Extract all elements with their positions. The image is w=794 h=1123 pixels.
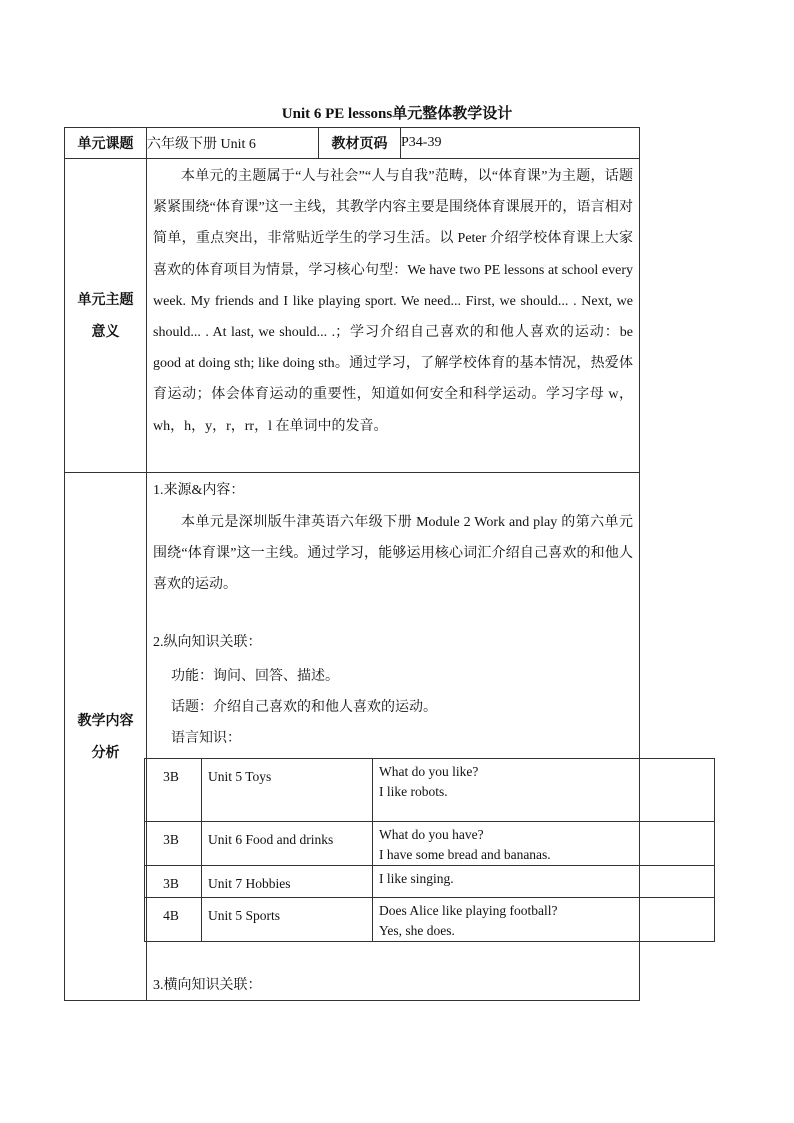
page-label: 教材页码 bbox=[319, 128, 401, 159]
sentence-cell bbox=[373, 822, 640, 866]
sentence-cell bbox=[373, 898, 640, 942]
topic-label: 单元课题 bbox=[65, 128, 147, 159]
analysis-label-line1: 教学内容 bbox=[77, 712, 134, 729]
grade-cell: 3B bbox=[145, 759, 202, 822]
document-title: Unit 6 PE lessons单元整体教学设计 bbox=[281, 106, 513, 122]
topic-value: 六年级下册 Unit 6 bbox=[147, 128, 319, 159]
theme-label-line2: 意义 bbox=[91, 323, 120, 340]
sentence-cell bbox=[373, 866, 640, 898]
unit-cell: Unit 6 Food and drinks bbox=[202, 822, 373, 866]
section2-title: 2.纵向知识关联： bbox=[153, 634, 262, 650]
empty-cell bbox=[640, 866, 715, 898]
empty-cell bbox=[640, 822, 715, 866]
table-row bbox=[145, 822, 715, 866]
sentence-line1: What do you like? bbox=[379, 764, 479, 779]
topic-line: 话题：介绍自己喜欢的和他人喜欢的运动。 bbox=[171, 699, 437, 715]
grade-cell: 4B bbox=[145, 898, 202, 942]
theme-label bbox=[65, 159, 147, 473]
empty-cell bbox=[640, 898, 715, 942]
table-row bbox=[145, 866, 715, 898]
section1-title: 1.来源&内容： bbox=[153, 483, 245, 498]
sentence-line2: I like robots. bbox=[379, 784, 448, 799]
page-value: P34-39 bbox=[401, 128, 640, 159]
sentence-line1: What do you have? bbox=[379, 827, 484, 842]
table-row bbox=[145, 759, 715, 822]
unit-cell: Unit 5 Toys bbox=[202, 759, 373, 822]
sentence-line2: Yes, she does. bbox=[379, 923, 455, 938]
unit-cell: Unit 7 Hobbies bbox=[202, 866, 373, 898]
section3-title: 3.横向知识关联： bbox=[153, 978, 262, 993]
knowledge-table bbox=[144, 758, 715, 942]
sentence-line1: Does Alice like playing football? bbox=[379, 903, 558, 918]
unit-cell: Unit 5 Sports bbox=[202, 898, 373, 942]
theme-text: 本单元的主题属于“人与社会”“人与自我”范畴，以“体育课”为主题，话题紧紧围绕“体育课”这一主线，其教学内容主要是围绕体育课展开的，语言相对简单，重点突出，非常贴近学生的学习生活。以 Peter 介绍学校体育课上大家喜欢的体育项目为情景，学习核心句型：We have two PE lessons at school every week. My friends and I like playing sport. We need... First, we should... . Next, we should... . At last, we should... .；学习介绍自己喜欢的和他人喜欢的运动：be good at doing sth; like doing sth。通过学习，了解学校体育的基本情况，热爱体育运动；体会体育运动的重要性，知道如何安全和科学运动。学习字母 w，wh，h，y，r，rr，l 在单词中的发音。 bbox=[153, 169, 633, 434]
grade-cell: 3B bbox=[145, 822, 202, 866]
table-row bbox=[145, 898, 715, 942]
sentence-line1: I like singing. bbox=[379, 871, 454, 886]
sentence-line2: I have some bread and bananas. bbox=[379, 847, 551, 862]
analysis-label bbox=[65, 473, 147, 1001]
grade-cell: 3B bbox=[145, 866, 202, 898]
sentence-cell bbox=[373, 759, 640, 822]
theme-label-line1: 单元主题 bbox=[77, 291, 134, 308]
section1-text: 本单元是深圳版牛津英语六年级下册 Module 2 Work and play 的第六单元围绕“体育课”这一主线。通过学习，能够运用核心词汇介绍自己喜欢的和他人喜欢的运动。 bbox=[153, 515, 633, 593]
header-row bbox=[65, 128, 640, 159]
analysis-label-line2: 分析 bbox=[91, 744, 120, 761]
empty-cell bbox=[640, 759, 715, 822]
function-line: 功能：询问、回答、描述。 bbox=[171, 668, 339, 684]
theme-content bbox=[147, 159, 640, 473]
language-line: 语言知识： bbox=[171, 730, 241, 746]
theme-row bbox=[65, 159, 640, 473]
